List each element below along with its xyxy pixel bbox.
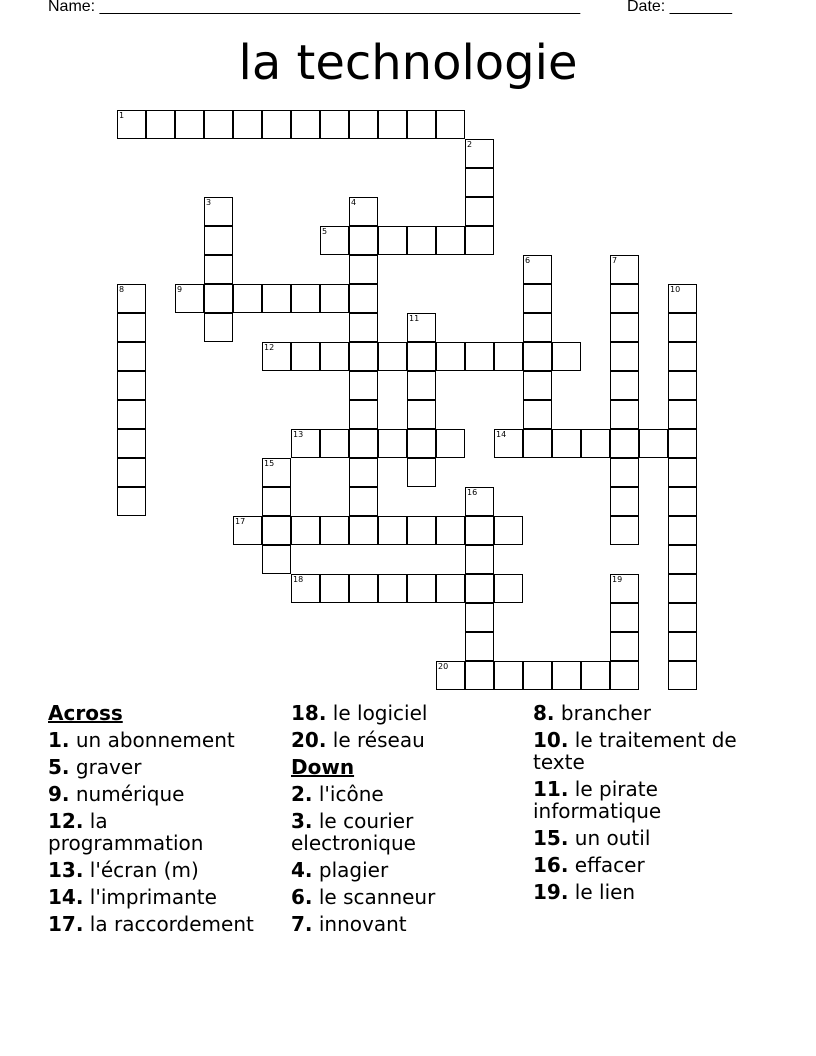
grid-cell[interactable]	[523, 371, 552, 400]
grid-cell[interactable]	[175, 284, 204, 313]
clue-down-15	[533, 827, 768, 849]
clue-text: le réseau	[332, 728, 425, 752]
clue-number: 12.	[48, 809, 84, 833]
date-label: Date: _______	[627, 0, 732, 15]
clue-down-10	[533, 729, 768, 773]
grid-cell[interactable]	[668, 429, 697, 458]
grid-cell[interactable]	[291, 574, 320, 603]
grid-cell[interactable]	[465, 139, 494, 168]
grid-cell[interactable]	[349, 458, 378, 487]
grid-cell[interactable]	[523, 661, 552, 690]
grid-cell[interactable]	[175, 110, 204, 139]
clue-text: le courier electronique	[291, 809, 416, 855]
grid-cell[interactable]	[204, 313, 233, 342]
cell-number: 10	[670, 285, 681, 294]
grid-cell[interactable]	[610, 429, 639, 458]
grid-cell[interactable]	[117, 313, 146, 342]
grid-cell[interactable]	[146, 110, 175, 139]
grid-cell[interactable]	[349, 342, 378, 371]
cell-number: 18	[293, 575, 304, 584]
grid-cell[interactable]	[233, 110, 262, 139]
clue-number: 8.	[533, 701, 555, 725]
grid-cell[interactable]	[668, 516, 697, 545]
clue-text: brancher	[560, 701, 651, 725]
grid-cell[interactable]	[378, 226, 407, 255]
clue-text: le traitement de texte	[533, 728, 737, 774]
grid-cell[interactable]	[494, 661, 523, 690]
grid-cell[interactable]	[407, 226, 436, 255]
grid-cell[interactable]	[465, 197, 494, 226]
grid-cell[interactable]	[233, 516, 262, 545]
grid-cell[interactable]	[494, 574, 523, 603]
grid-cell[interactable]	[523, 429, 552, 458]
grid-cell[interactable]	[233, 284, 262, 313]
cell-number: 16	[467, 488, 478, 497]
grid-cell[interactable]	[581, 661, 610, 690]
grid-cell[interactable]	[668, 603, 697, 632]
grid-cell[interactable]	[610, 313, 639, 342]
grid-cell[interactable]	[610, 371, 639, 400]
clue-column-3	[533, 702, 768, 908]
grid-cell[interactable]	[668, 371, 697, 400]
grid-cell[interactable]	[465, 632, 494, 661]
grid-cell[interactable]	[204, 284, 233, 313]
cell-number: 11	[409, 314, 420, 323]
grid-cell[interactable]	[610, 487, 639, 516]
grid-cell[interactable]	[407, 342, 436, 371]
grid-cell[interactable]	[320, 516, 349, 545]
grid-cell[interactable]	[378, 342, 407, 371]
clue-across-9	[48, 783, 280, 805]
grid-cell[interactable]	[349, 255, 378, 284]
clue-text: l'icône	[318, 782, 384, 806]
grid-cell[interactable]	[523, 400, 552, 429]
grid-cell[interactable]	[320, 284, 349, 313]
cell-number: 20	[438, 662, 449, 671]
grid-cell[interactable]	[436, 516, 465, 545]
grid-cell[interactable]	[378, 574, 407, 603]
clue-across-14	[48, 886, 280, 908]
clue-across-12	[48, 810, 238, 854]
grid-cell[interactable]	[262, 545, 291, 574]
cell-number: 7	[612, 256, 618, 265]
grid-cell[interactable]	[552, 342, 581, 371]
clue-down-4	[291, 859, 523, 881]
clue-number: 10.	[533, 728, 569, 752]
grid-cell[interactable]	[117, 429, 146, 458]
grid-cell[interactable]	[523, 255, 552, 284]
grid-cell[interactable]	[291, 110, 320, 139]
grid-cell[interactable]	[436, 429, 465, 458]
grid-cell[interactable]	[117, 458, 146, 487]
grid-cell[interactable]	[291, 516, 320, 545]
grid-cell[interactable]	[262, 516, 291, 545]
grid-cell[interactable]	[668, 545, 697, 574]
grid-cell[interactable]	[465, 342, 494, 371]
grid-cell[interactable]	[465, 661, 494, 690]
grid-cell[interactable]	[436, 110, 465, 139]
grid-cell[interactable]	[552, 429, 581, 458]
grid-cell[interactable]	[610, 255, 639, 284]
clue-text: l'écran (m)	[89, 858, 199, 882]
clue-number: 4.	[291, 858, 313, 882]
grid-cell[interactable]	[407, 574, 436, 603]
grid-cell[interactable]	[320, 342, 349, 371]
clue-across-17	[48, 913, 280, 935]
grid-cell[interactable]	[436, 661, 465, 690]
grid-cell[interactable]	[465, 574, 494, 603]
cell-number: 8	[119, 285, 125, 294]
grid-cell[interactable]	[523, 313, 552, 342]
grid-cell[interactable]	[349, 313, 378, 342]
grid-cell[interactable]	[668, 313, 697, 342]
grid-cell[interactable]	[117, 342, 146, 371]
clue-number: 7.	[291, 912, 313, 936]
clue-down-8	[533, 702, 768, 724]
clue-number: 13.	[48, 858, 84, 882]
grid-cell[interactable]	[523, 342, 552, 371]
clue-down-2	[291, 783, 523, 805]
grid-cell[interactable]	[465, 226, 494, 255]
grid-cell[interactable]	[378, 429, 407, 458]
grid-cell[interactable]	[668, 574, 697, 603]
grid-cell[interactable]	[407, 371, 436, 400]
grid-cell[interactable]	[320, 574, 349, 603]
grid-cell[interactable]	[204, 110, 233, 139]
grid-cell[interactable]	[407, 110, 436, 139]
clue-column-2	[291, 702, 523, 940]
clue-text: un outil	[574, 826, 651, 850]
grid-cell[interactable]	[465, 168, 494, 197]
clue-across-20	[291, 729, 523, 751]
clue-text: innovant	[318, 912, 407, 936]
clue-text: graver	[75, 755, 142, 779]
grid-cell[interactable]	[349, 197, 378, 226]
clue-down-3	[291, 810, 451, 854]
grid-cell[interactable]	[262, 110, 291, 139]
clue-text: numérique	[75, 782, 185, 806]
across-heading: Across	[48, 701, 123, 725]
grid-cell[interactable]	[320, 429, 349, 458]
clue-number: 2.	[291, 782, 313, 806]
clue-number: 5.	[48, 755, 70, 779]
down-heading: Down	[291, 755, 355, 779]
clue-down-11	[533, 778, 713, 822]
grid-cell[interactable]	[349, 574, 378, 603]
grid-cell[interactable]	[262, 458, 291, 487]
grid-cell[interactable]	[668, 284, 697, 313]
clue-text: effacer	[574, 853, 645, 877]
clue-down-19	[533, 881, 768, 903]
grid-cell[interactable]	[117, 110, 146, 139]
cell-number: 12	[264, 343, 275, 352]
cell-number: 1	[119, 111, 125, 120]
cell-number: 15	[264, 459, 275, 468]
page-title: la technologie	[238, 35, 578, 91]
grid-cell[interactable]	[436, 226, 465, 255]
grid-cell[interactable]	[204, 197, 233, 226]
cell-number: 17	[235, 517, 246, 526]
grid-cell[interactable]	[610, 574, 639, 603]
grid-cell[interactable]	[494, 342, 523, 371]
clue-down-16	[533, 854, 768, 876]
grid-cell[interactable]	[610, 516, 639, 545]
cell-number: 5	[322, 227, 328, 236]
grid-cell[interactable]	[610, 661, 639, 690]
grid-cell[interactable]	[668, 632, 697, 661]
grid-cell[interactable]	[610, 284, 639, 313]
cell-number: 19	[612, 575, 623, 584]
grid-cell[interactable]	[204, 226, 233, 255]
grid-cell[interactable]	[204, 255, 233, 284]
clue-number: 1.	[48, 728, 70, 752]
grid-cell[interactable]	[610, 603, 639, 632]
clue-across-18	[291, 702, 523, 724]
grid-cell[interactable]	[349, 429, 378, 458]
clue-number: 20.	[291, 728, 327, 752]
clue-across-1	[48, 729, 280, 751]
grid-cell[interactable]	[581, 429, 610, 458]
clue-text: le logiciel	[332, 701, 428, 725]
cell-number: 14	[496, 430, 507, 439]
grid-cell[interactable]	[349, 516, 378, 545]
grid-cell[interactable]	[436, 342, 465, 371]
grid-cell[interactable]	[262, 342, 291, 371]
grid-cell[interactable]	[494, 429, 523, 458]
grid-cell[interactable]	[349, 226, 378, 255]
grid-cell[interactable]	[610, 342, 639, 371]
grid-cell[interactable]	[523, 284, 552, 313]
grid-cell[interactable]	[668, 342, 697, 371]
clue-text: le scanneur	[318, 885, 436, 909]
grid-cell[interactable]	[407, 429, 436, 458]
grid-cell[interactable]	[117, 284, 146, 313]
clue-number: 17.	[48, 912, 84, 936]
grid-cell[interactable]	[552, 661, 581, 690]
grid-cell[interactable]	[349, 110, 378, 139]
grid-cell[interactable]	[117, 487, 146, 516]
grid-cell[interactable]	[668, 661, 697, 690]
grid-cell[interactable]	[407, 400, 436, 429]
cell-number: 13	[293, 430, 304, 439]
grid-cell[interactable]	[465, 545, 494, 574]
clue-number: 18.	[291, 701, 327, 725]
grid-cell[interactable]	[349, 400, 378, 429]
clue-text: plagier	[318, 858, 389, 882]
clue-across-5	[48, 756, 280, 778]
clue-number: 19.	[533, 880, 569, 904]
clue-text: la raccordement	[89, 912, 254, 936]
grid-cell[interactable]	[349, 284, 378, 313]
cell-number: 2	[467, 140, 473, 149]
grid-cell[interactable]	[465, 516, 494, 545]
clue-number: 16.	[533, 853, 569, 877]
grid-cell[interactable]	[610, 458, 639, 487]
grid-cell[interactable]	[320, 110, 349, 139]
clue-number: 11.	[533, 777, 569, 801]
clue-text: le pirate informatique	[533, 777, 662, 823]
grid-cell[interactable]	[668, 487, 697, 516]
grid-cell[interactable]	[117, 371, 146, 400]
grid-cell[interactable]	[291, 284, 320, 313]
grid-cell[interactable]	[668, 400, 697, 429]
clue-text: la programmation	[48, 809, 204, 855]
grid-cell[interactable]	[349, 371, 378, 400]
clue-number: 9.	[48, 782, 70, 806]
clue-text: un abonnement	[75, 728, 235, 752]
grid-cell[interactable]	[610, 632, 639, 661]
cell-number: 9	[177, 285, 183, 294]
grid-cell[interactable]	[494, 516, 523, 545]
grid-cell[interactable]	[378, 516, 407, 545]
clue-number: 15.	[533, 826, 569, 850]
grid-cell[interactable]	[465, 487, 494, 516]
grid-cell[interactable]	[668, 458, 697, 487]
clue-text: l'imprimante	[89, 885, 217, 909]
grid-cell[interactable]	[465, 603, 494, 632]
grid-cell[interactable]	[436, 574, 465, 603]
clue-across-13	[48, 859, 280, 881]
clue-down-6	[291, 886, 523, 908]
grid-cell[interactable]	[349, 487, 378, 516]
name-label: Name: ______________________________________________________	[48, 0, 581, 15]
clue-column-1	[48, 702, 280, 940]
grid-cell[interactable]	[407, 458, 436, 487]
grid-cell[interactable]	[320, 226, 349, 255]
clue-text: le lien	[574, 880, 636, 904]
cell-number: 3	[206, 198, 212, 207]
clue-number: 6.	[291, 885, 313, 909]
cell-number: 4	[351, 198, 357, 207]
grid-cell[interactable]	[291, 429, 320, 458]
clue-number: 3.	[291, 809, 313, 833]
grid-cell[interactable]	[610, 400, 639, 429]
cell-number: 6	[525, 256, 531, 265]
clue-down-7	[291, 913, 523, 935]
grid-cell[interactable]	[291, 342, 320, 371]
clue-number: 14.	[48, 885, 84, 909]
grid-cell[interactable]	[117, 400, 146, 429]
grid-cell[interactable]	[639, 429, 668, 458]
grid-cell[interactable]	[262, 284, 291, 313]
grid-cell[interactable]	[407, 516, 436, 545]
grid-cell[interactable]	[378, 110, 407, 139]
grid-cell[interactable]	[407, 313, 436, 342]
grid-cell[interactable]	[262, 487, 291, 516]
